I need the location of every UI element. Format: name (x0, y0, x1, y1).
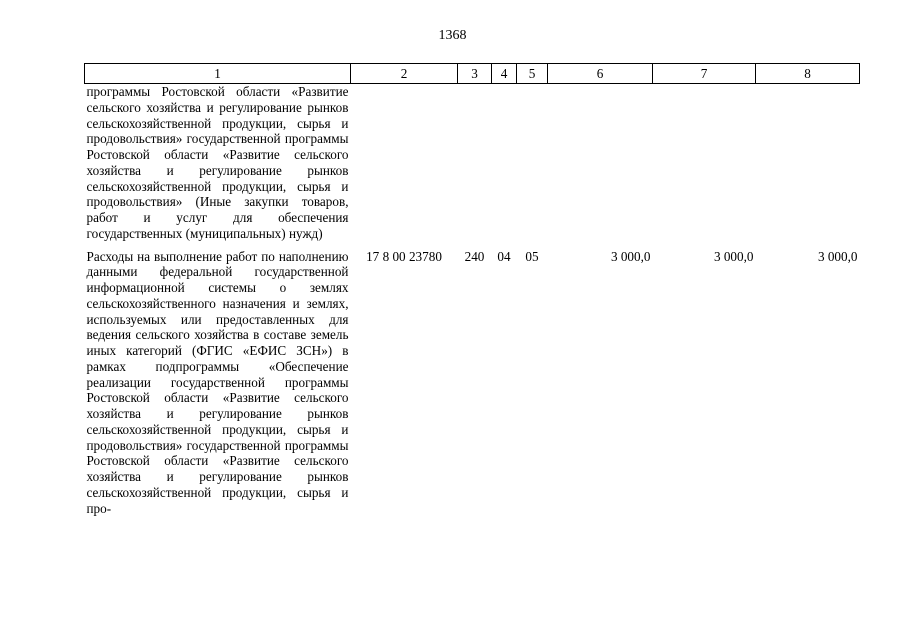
row-target-code (351, 84, 458, 242)
row-expense-type: 240 (464, 248, 485, 264)
column-header-5: 5 (517, 64, 548, 84)
column-header-8: 8 (756, 64, 860, 84)
row-section (492, 84, 517, 242)
row-sum-col6: 3 000,0 (610, 248, 651, 264)
row-sum-col8: 3 000,0 (817, 248, 858, 264)
row-sum-col7 (653, 84, 756, 242)
row-sum-col6 (548, 84, 653, 242)
row-description: программы Ростовской области «Развитие сельского хозяйства и регулирование рынков сельскохозяйственной продукции, сырья и продовольствия» государственной программы Ростовской области «Развитие сельского хозяйства и регулирование рынков сельскохозяйственной продукции, сырья и продовольствия» (Иные закупки товаров, работ и услуг для обеспечения государственных (муниципальных) нужд) (86, 84, 349, 241)
row-target-code: 17 8 00 23780 (366, 248, 442, 264)
column-header-3: 3 (458, 64, 492, 84)
column-header-1: 1 (85, 64, 351, 84)
row-sum-col8 (756, 84, 860, 242)
column-header-6: 6 (548, 64, 653, 84)
column-header-2: 2 (351, 64, 458, 84)
row-section: 04 (497, 248, 511, 264)
row-description: Расходы на выполнение работ по наполнению данными федеральной государственной информационной системы о землях сельскохозяйственного назначения и землях, используемых или предоставленных для ведения сельского хозяйства в составе земель иных категорий (ФГИС «ЕФИС ЗСН») в рамках подпрограммы «Обеспечение реализации государственной программы Ростовской области «Развитие сельского хозяйства и регулирование рынков сельскохозяйственной продукции, сырья и продовольствия» государственной программы Ростовской области «Развитие сельского хозяйства и регулирование рынков сельскохозяйственной продукции, сырья и про- (86, 248, 349, 516)
table-row (85, 242, 860, 517)
budget-table (84, 63, 860, 516)
column-header-7: 7 (653, 64, 756, 84)
row-subsection: 05 (525, 248, 539, 264)
page-number: 1368 (438, 28, 467, 43)
table-row (85, 84, 860, 242)
row-sum-col7: 3 000,0 (713, 248, 754, 264)
column-header-row (85, 64, 860, 84)
row-subsection (517, 84, 548, 242)
column-header-4: 4 (492, 64, 517, 84)
row-expense-type (458, 84, 492, 242)
